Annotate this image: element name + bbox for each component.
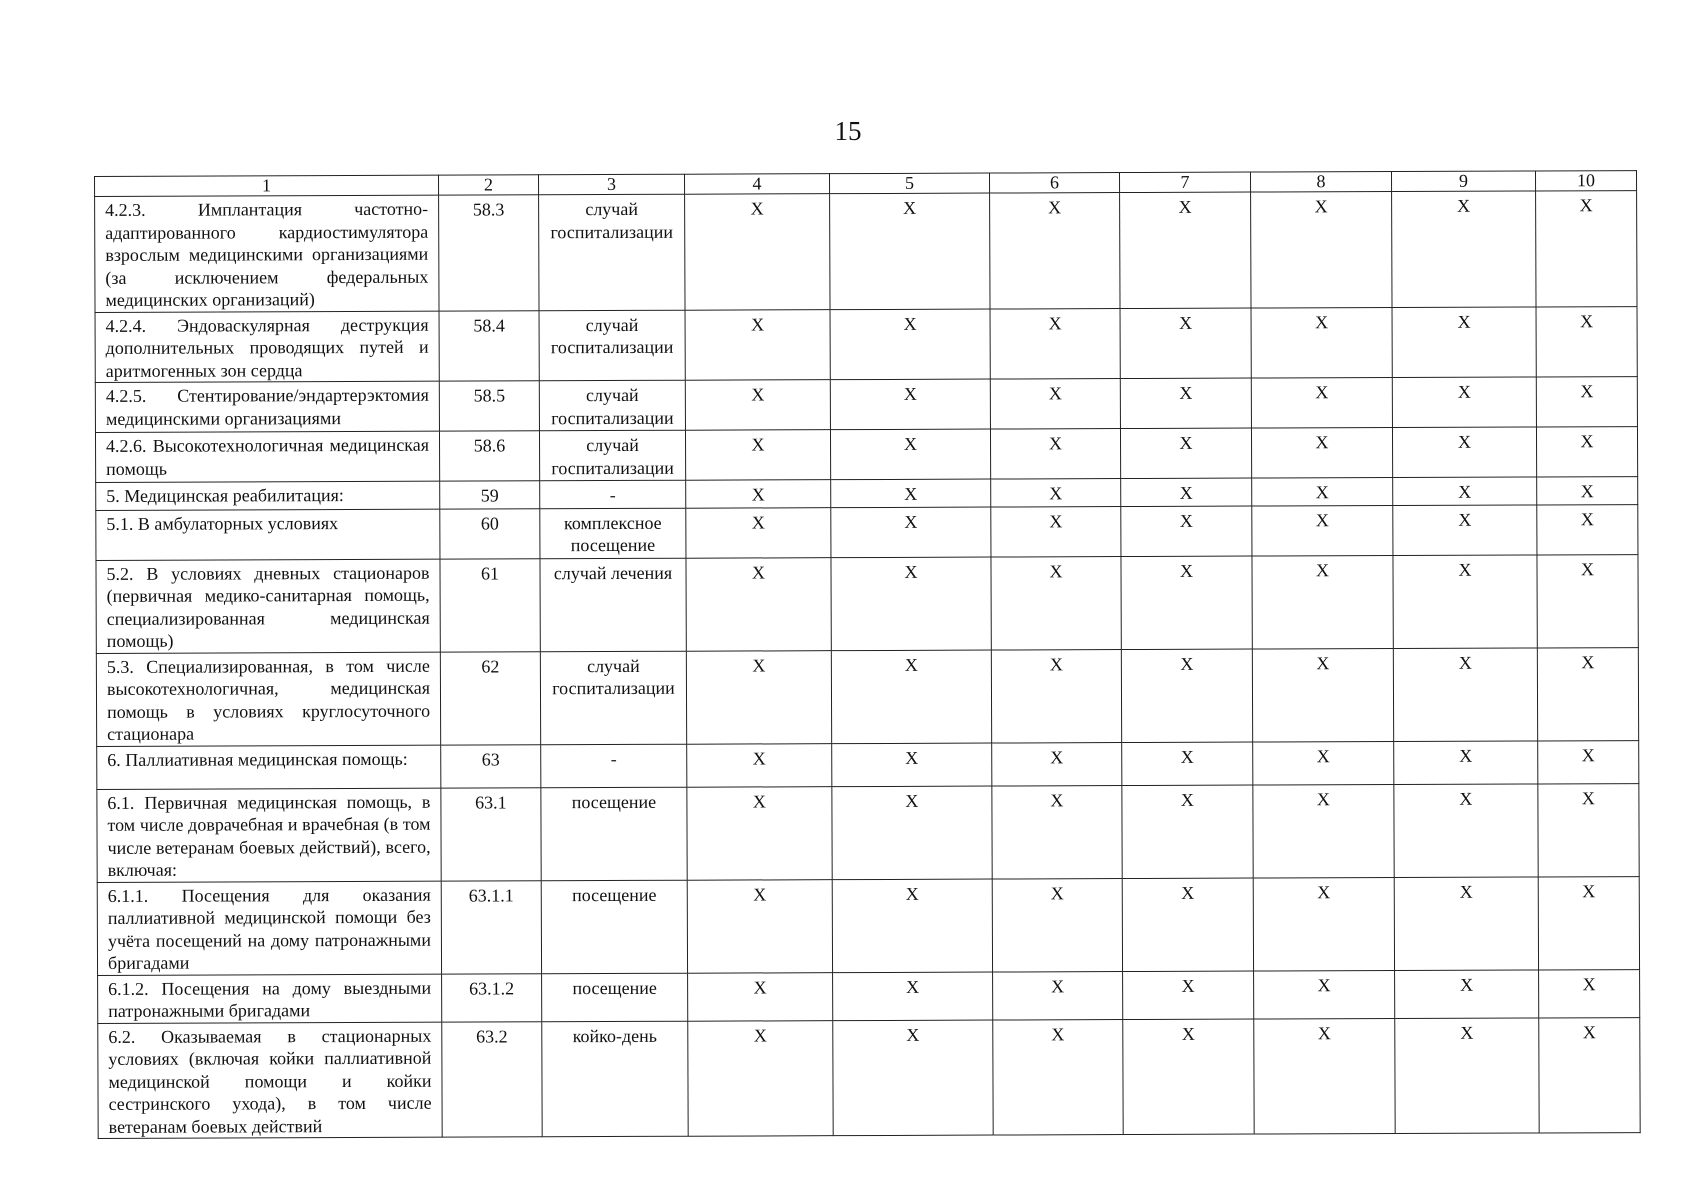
row-value-cell: X xyxy=(1392,377,1536,428)
row-value-cell: X xyxy=(1120,192,1251,308)
column-header: 9 xyxy=(1391,171,1535,192)
row-value-cell: X xyxy=(1539,1017,1640,1133)
row-value-cell: X xyxy=(1536,306,1637,377)
row-value-cell: X xyxy=(1251,192,1392,308)
row-unit-cell: койко-день xyxy=(542,1021,688,1137)
table-row xyxy=(97,783,1639,882)
row-code-cell: 58.3 xyxy=(439,195,539,311)
row-value-cell: X xyxy=(831,557,991,651)
row-value-cell: X xyxy=(1123,971,1254,1020)
row-value-cell: X xyxy=(1252,505,1393,556)
row-value-cell: X xyxy=(990,429,1120,479)
row-value-cell: X xyxy=(991,649,1121,742)
row-unit-cell: - xyxy=(540,480,686,508)
row-value-cell: X xyxy=(685,194,830,310)
row-value-cell: X xyxy=(831,650,991,744)
row-value-cell: X xyxy=(1393,504,1537,555)
row-value-cell: X xyxy=(1392,306,1536,377)
row-value-cell: X xyxy=(990,379,1120,429)
row-code-cell: 58.6 xyxy=(439,431,539,481)
row-value-cell: X xyxy=(1536,377,1637,427)
row-value-cell: X xyxy=(1251,378,1392,429)
table-row xyxy=(96,504,1638,560)
row-value-cell: X xyxy=(685,309,830,380)
row-value-cell: X xyxy=(1393,477,1537,505)
row-value-cell: X xyxy=(687,879,832,973)
row-value-cell: X xyxy=(1254,1018,1395,1134)
row-unit-cell: случай госпитализации xyxy=(540,651,686,745)
row-name-cell: 6.2. Оказываемая в стационарных условиях (включая койки паллиативной медицинской помощи и койки сестринского ухода), в том числе ветеранам боевых действий xyxy=(98,1022,442,1139)
row-value-cell: X xyxy=(1252,648,1393,742)
row-value-cell: X xyxy=(1253,784,1394,878)
row-name-cell: 6.1. Первичная медицинская помощь, в том числе доврачебная и врачебная (в том числе ветеранам боевых действий), всего, включая: xyxy=(97,788,441,882)
row-value-cell: X xyxy=(1537,477,1638,505)
row-name-cell: 4.2.3. Имплантация частотно-адаптированного кардиостимулятора взрослым медицинскими организациями (за исключением федеральных медицинских организаций) xyxy=(95,195,439,312)
row-value-cell: X xyxy=(832,879,992,973)
row-value-cell: X xyxy=(1395,1017,1539,1133)
row-value-cell: X xyxy=(1253,877,1394,971)
row-value-cell: X xyxy=(1122,742,1253,786)
row-name-cell: 6. Паллиативная медицинская помощь: xyxy=(97,745,441,789)
row-name-cell: 5.1. В амбулаторных условиях xyxy=(96,509,440,560)
row-value-cell: X xyxy=(1123,1019,1254,1135)
row-value-cell: X xyxy=(1252,555,1393,649)
column-header: 3 xyxy=(538,174,684,195)
row-code-cell: 59 xyxy=(440,481,540,509)
row-code-cell: 63.1.2 xyxy=(442,973,542,1021)
row-value-cell: X xyxy=(1122,785,1253,879)
table-row xyxy=(97,876,1639,975)
table-row xyxy=(95,306,1637,382)
row-unit-cell: случай госпитализации xyxy=(539,310,685,381)
row-code-cell: 63.1 xyxy=(441,787,541,880)
row-value-cell: X xyxy=(1539,969,1640,1017)
row-name-cell: 6.1.2. Посещения на дому выездными патронажными бригадами xyxy=(98,974,442,1023)
row-value-cell: X xyxy=(831,507,991,558)
row-value-cell: X xyxy=(1394,783,1538,877)
table-body xyxy=(95,191,1641,1139)
row-value-cell: X xyxy=(830,429,990,480)
row-code-cell: 63 xyxy=(441,744,541,787)
row-value-cell: X xyxy=(1120,308,1251,379)
row-value-cell: X xyxy=(830,379,990,430)
row-value-cell: X xyxy=(1121,556,1252,650)
row-value-cell: X xyxy=(1395,969,1539,1018)
row-value-cell: X xyxy=(687,743,832,787)
row-name-cell: 4.2.6. Высокотехнологичная медицинская помощь xyxy=(95,431,439,482)
row-code-cell: 63.1.1 xyxy=(441,880,541,973)
row-unit-cell: посещение xyxy=(541,880,687,974)
row-value-cell: X xyxy=(687,786,832,880)
row-value-cell: X xyxy=(685,430,830,481)
row-value-cell: X xyxy=(1537,554,1638,647)
table-row xyxy=(95,377,1637,433)
row-value-cell: X xyxy=(686,650,831,744)
row-unit-cell: случай лечения xyxy=(540,558,686,652)
row-value-cell: X xyxy=(1536,427,1637,477)
row-code-cell: 61 xyxy=(440,558,540,651)
row-unit-cell: комплексное посещение xyxy=(540,508,686,559)
row-value-cell: X xyxy=(992,785,1122,878)
row-unit-cell: - xyxy=(541,744,687,788)
row-value-cell: X xyxy=(1393,647,1537,741)
row-value-cell: X xyxy=(1121,649,1252,743)
row-code-cell: 62 xyxy=(440,651,540,744)
row-value-cell: X xyxy=(830,309,990,380)
row-value-cell: X xyxy=(991,506,1121,556)
table-row xyxy=(96,554,1638,653)
row-name-cell: 5.2. В условиях дневных стационаров (первичная медико-санитарная помощь, специализированная медицинская помощь) xyxy=(96,559,440,653)
table-row xyxy=(98,969,1640,1023)
column-header: 4 xyxy=(684,174,829,195)
row-value-cell: X xyxy=(1538,876,1639,969)
row-value-cell: X xyxy=(833,1020,993,1136)
row-value-cell: X xyxy=(688,972,833,1021)
row-value-cell: X xyxy=(1122,878,1253,972)
row-value-cell: X xyxy=(830,193,990,309)
row-value-cell: X xyxy=(993,971,1123,1019)
row-value-cell: X xyxy=(1254,970,1395,1019)
row-value-cell: X xyxy=(1120,428,1251,479)
column-header: 6 xyxy=(989,173,1119,193)
row-value-cell: X xyxy=(1394,876,1538,970)
row-value-cell: X xyxy=(992,878,1122,971)
row-value-cell: X xyxy=(1537,647,1638,740)
row-unit-cell: случай госпитализации xyxy=(539,430,685,481)
row-value-cell: X xyxy=(990,308,1120,379)
column-header: 5 xyxy=(829,173,989,194)
row-value-cell: X xyxy=(685,380,830,431)
row-code-cell: 58.4 xyxy=(439,310,539,381)
row-name-cell: 5.3. Специализированная, в том числе высокотехнологичная, медицинская помощь в условиях круглосуточного стационара xyxy=(96,652,440,746)
table-row xyxy=(96,647,1638,746)
row-unit-cell: посещение xyxy=(541,787,687,881)
row-value-cell: X xyxy=(1251,307,1392,378)
data-table xyxy=(94,170,1641,1139)
row-value-cell: X xyxy=(991,556,1121,649)
page-number: 15 xyxy=(834,116,862,146)
table-row xyxy=(97,740,1639,789)
row-value-cell: X xyxy=(1253,741,1394,785)
row-name-cell: 6.1.1. Посещения для оказания паллиативной медицинской помощи без учёта посещений на дому патронажными бригадами xyxy=(97,881,441,975)
table-row xyxy=(95,191,1637,312)
row-value-cell: X xyxy=(688,1020,833,1136)
row-name-cell: 4.2.4. Эндоваскулярная деструкция дополнительных проводящих путей и аритмогенных зон сердца xyxy=(95,311,439,383)
column-header: 1 xyxy=(95,175,439,196)
row-value-cell: X xyxy=(1392,427,1536,478)
row-code-cell: 60 xyxy=(440,508,540,558)
row-value-cell: X xyxy=(993,1019,1123,1135)
row-value-cell: X xyxy=(1251,428,1392,479)
row-value-cell: X xyxy=(686,557,831,651)
row-value-cell: X xyxy=(686,507,831,558)
column-header: 8 xyxy=(1250,172,1391,193)
row-value-cell: X xyxy=(833,972,993,1021)
row-unit-cell: случай госпитализации xyxy=(539,194,685,310)
row-value-cell: X xyxy=(990,193,1120,309)
row-value-cell: X xyxy=(1536,191,1637,307)
row-value-cell: X xyxy=(1538,740,1639,783)
row-value-cell: X xyxy=(832,786,992,880)
row-name-cell: 4.2.5. Стентирование/эндартерэктомия медицинскими организациями xyxy=(95,381,439,432)
row-value-cell: X xyxy=(1121,506,1252,557)
row-value-cell: X xyxy=(1392,191,1536,307)
column-header: 10 xyxy=(1535,171,1636,191)
row-value-cell: X xyxy=(1252,478,1393,506)
row-unit-cell: случай госпитализации xyxy=(539,380,685,431)
row-value-cell: X xyxy=(1121,478,1252,506)
row-value-cell: X xyxy=(686,480,831,508)
row-name-cell: 5. Медицинская реабилитация: xyxy=(96,481,440,510)
row-value-cell: X xyxy=(991,479,1121,507)
row-value-cell: X xyxy=(992,742,1122,785)
row-code-cell: 58.5 xyxy=(439,381,539,431)
table-row xyxy=(98,1017,1640,1138)
table-row xyxy=(95,427,1637,483)
row-value-cell: X xyxy=(1120,378,1251,429)
row-value-cell: X xyxy=(1393,554,1537,648)
row-value-cell: X xyxy=(1538,783,1639,876)
row-value-cell: X xyxy=(831,479,991,507)
column-header: 7 xyxy=(1119,172,1250,193)
row-value-cell: X xyxy=(1537,504,1638,554)
row-value-cell: X xyxy=(832,743,992,787)
column-header: 2 xyxy=(438,175,538,195)
row-value-cell: X xyxy=(1394,740,1538,784)
row-unit-cell: посещение xyxy=(542,973,688,1022)
row-code-cell: 63.2 xyxy=(442,1021,542,1137)
